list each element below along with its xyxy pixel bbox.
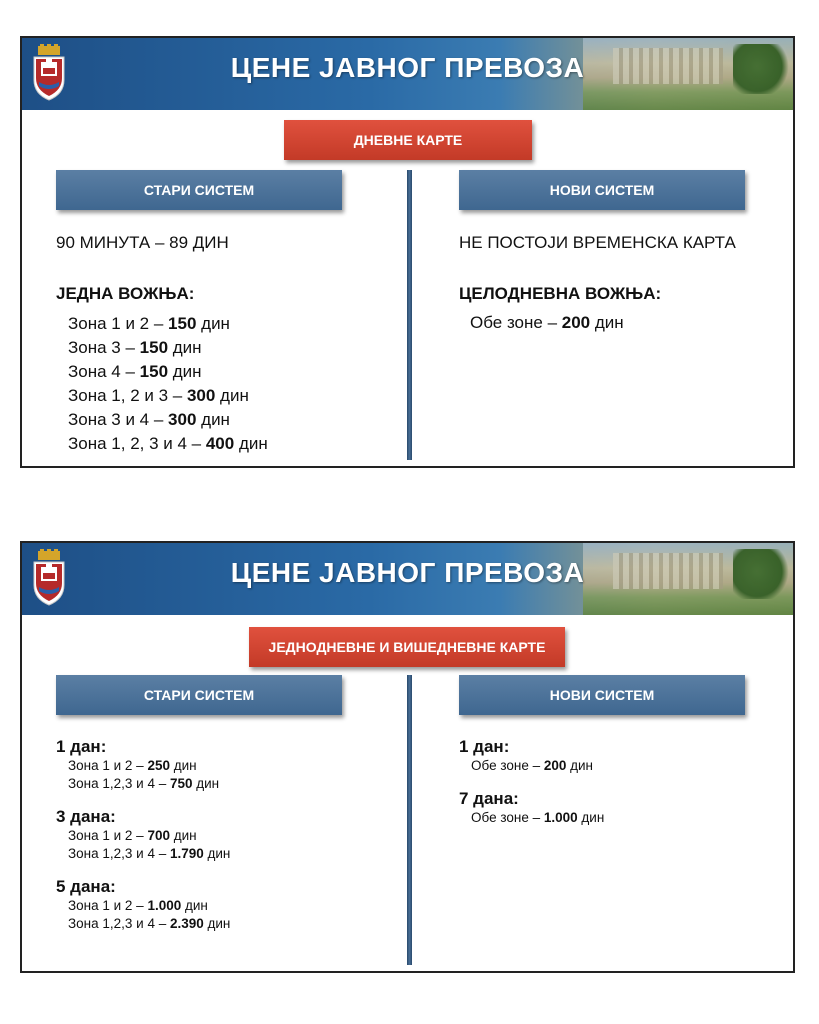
price-row: Зона 1, 2, 3 и 4 – 400 дин: [68, 434, 268, 453]
duration-heading: 1 дан:: [56, 737, 107, 756]
price-row: Зона 1 и 2 – 150 дин: [68, 314, 230, 333]
column-divider: [407, 170, 412, 460]
duration-heading: 5 дана:: [56, 877, 116, 896]
price-row: Обе зоне – 200 дин: [471, 758, 594, 773]
new-system-label: НОВИ СИСТЕМ: [459, 170, 745, 210]
old-time-ticket: 90 МИНУТА – 89 ДИН: [56, 233, 229, 252]
duration-heading: 3 дана:: [56, 807, 116, 826]
old-system-label: СТАРИ СИСТЕМ: [56, 675, 342, 715]
price-row: Зона 1,2,3 и 4 – 750 дин: [68, 776, 220, 791]
slide-header: [22, 543, 793, 615]
category-daily-tickets: ДНЕВНЕ КАРТЕ: [284, 120, 532, 160]
price-row: Зона 1,2,3 и 4 – 1.790 дин: [68, 846, 231, 861]
new-time-ticket: НЕ ПОСТОЈИ ВРЕМЕНСКА КАРТА: [459, 233, 736, 252]
new-day-ride-heading: ЦЕЛОДНЕВНА ВОЖЊА:: [459, 284, 662, 303]
old-system-label: СТАРИ СИСТЕМ: [56, 170, 342, 210]
duration-heading: 7 дана:: [459, 789, 519, 808]
new-system-label: НОВИ СИСТЕМ: [459, 675, 745, 715]
price-row: Зона 3 – 150 дин: [68, 338, 202, 357]
slide-header: [22, 38, 793, 110]
old-single-ride-list: [68, 312, 268, 456]
duration-heading: 1 дан:: [459, 737, 510, 756]
price-row: Зона 4 – 150 дин: [68, 362, 202, 381]
new-system-prices: [459, 737, 604, 827]
slide-daily-tickets: [20, 36, 795, 468]
page-title: ЦЕНЕ ЈАВНОГ ПРЕВОЗА: [230, 52, 585, 83]
page-title: ЦЕНЕ ЈАВНОГ ПРЕВОЗА: [230, 557, 585, 588]
old-system-prices: [56, 737, 230, 933]
price-row: Обе зоне – 1.000 дин: [471, 810, 605, 825]
price-row: Зона 1 и 2 – 1.000 дин: [68, 898, 208, 913]
column-divider: [407, 675, 412, 965]
new-day-ride-price: Обе зоне – 200 дин: [470, 313, 624, 332]
price-row: Зона 1, 2 и 3 – 300 дин: [68, 386, 249, 405]
price-row: Зона 3 и 4 – 300 дин: [68, 410, 230, 429]
price-row: Зона 1 и 2 – 250 дин: [68, 758, 197, 773]
price-row: Зона 1,2,3 и 4 – 2.390 дин: [68, 916, 231, 931]
slide-multi-day-tickets: [20, 541, 795, 973]
price-row: Зона 1 и 2 – 700 дин: [68, 828, 197, 843]
old-single-ride-heading: ЈЕДНА ВОЖЊА:: [56, 284, 195, 303]
category-multi-day-tickets: ЈЕДНОДНЕВНЕ И ВИШЕДНЕВНЕ КАРТЕ: [249, 627, 565, 667]
